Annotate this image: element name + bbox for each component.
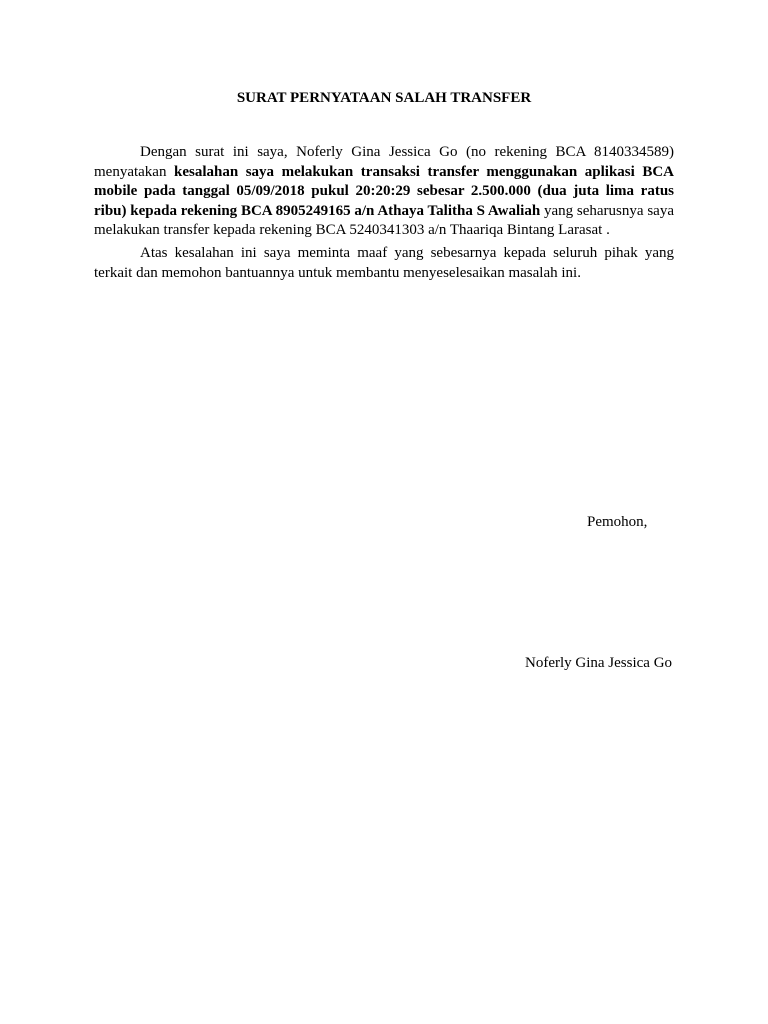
statement-paragraph <box>94 143 674 241</box>
apology-paragraph: Atas kesalahan ini saya meminta maaf yang sebesarnya kepada seluruh pihak yang terkait dan memohon bantuannya untuk membantu menyeselesaikan masalah ini. <box>94 245 674 281</box>
document-title: SURAT PERNYATAAN SALAH TRANSFER <box>236 90 532 106</box>
statement-correct-recipient-text: yang seharusnya saya melakukan transfer kepada rekening BCA 5240341303 a/n Thaariqa Bintang Larasat . <box>94 202 674 238</box>
signer-name: Noferly Gina Jessica Go <box>525 655 673 671</box>
closing-salutation: Pemohon, <box>587 514 648 530</box>
statement-intro-text: Dengan surat ini saya, Noferly Gina Jessica Go (no rekening BCA 8140334589) menyatakan <box>94 144 674 180</box>
statement-bold-text: kesalahan saya melakukan transaksi transfer menggunakan aplikasi BCA mobile pada tanggal 05/09/2018 pukul 20:20:29 sebesar 2.500.000 (dua juta lima ratus ribu) kepada rekening BCA 8905249165 a/n Athaya Talitha S Awaliah <box>94 163 675 219</box>
